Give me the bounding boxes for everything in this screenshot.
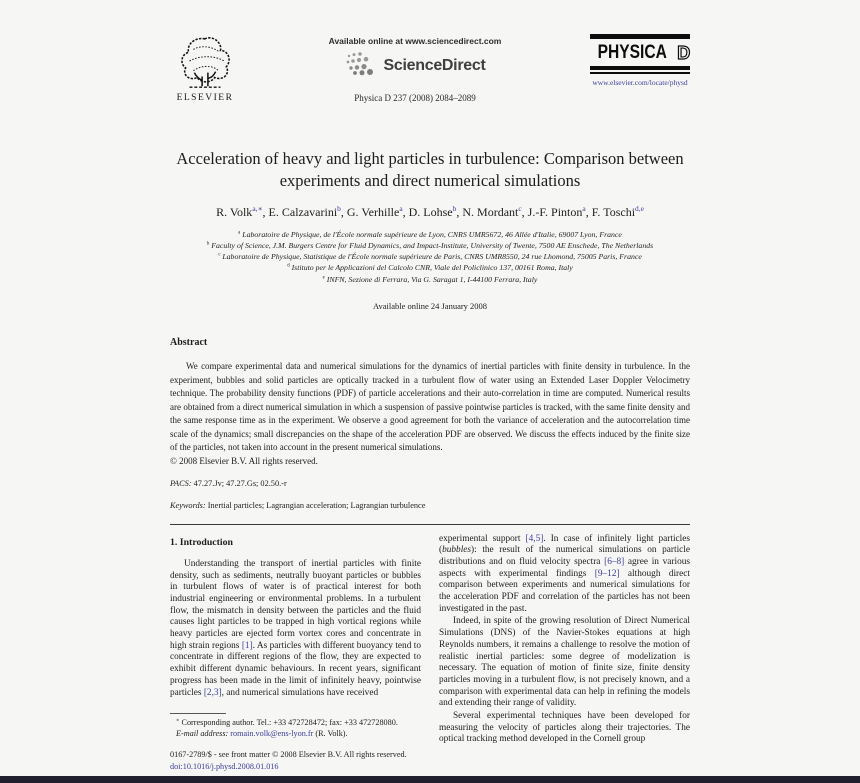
- issn-line: 0167-2789/$ - see front matter © 2008 Elsevier B.V. All rights reserved.: [170, 750, 407, 760]
- text-segment: . As particles with different buoyancy tend to concentrate in different regions of the flow, they are expected to exhibit different dynamic behaviours. In recent years, significant progress has been made in the limit of infinitely heavy, pointwise particles: [170, 640, 421, 698]
- affiliation-marker: e: [322, 275, 325, 281]
- affiliation-marker: d: [287, 263, 290, 269]
- sciencedirect-dots-icon: [345, 50, 379, 81]
- ref-2-3[interactable]: [2,3]: [203, 687, 222, 698]
- citation-link[interactable]: c: [518, 203, 522, 213]
- affiliation-text: Istituto per le Applicazioni del Calcolo CNR, Viale del Policlinico 137, 00161 Roma, Italy: [291, 263, 573, 273]
- affiliation-b: [170, 240, 690, 251]
- journal-citation: Physica D 237 (2008) 2084–2089: [354, 93, 476, 103]
- text-segment: E-mail address:: [176, 729, 229, 739]
- abstract-heading: Abstract: [170, 337, 208, 349]
- pacs-line: [170, 479, 690, 488]
- left-column: [170, 534, 421, 773]
- right-column: [439, 534, 690, 773]
- footnote-block: [170, 713, 421, 739]
- text-segment: Corresponding author. Tel.: +33 472728472; fax: +33 472728080.: [179, 718, 398, 728]
- author-list: [170, 205, 690, 220]
- intro-paragraph-3: [439, 616, 690, 710]
- introduction-heading: 1. Introduction: [170, 536, 233, 548]
- intro-paragraph-2: [439, 534, 690, 616]
- physica-logo: [590, 34, 690, 87]
- text-segment: , G. Verhille: [340, 204, 400, 219]
- affiliation-text: Laboratoire de Physique, Statistique de l'École normale supérieure de Paris, CNRS UMR8550, 24 rue Lhomond, 75005 Paris, France: [222, 252, 642, 262]
- affiliation-marker: b: [206, 241, 210, 247]
- affiliation-marker: c: [218, 252, 221, 258]
- available-online-date: Available online 24 January 2008: [372, 301, 488, 312]
- citation-link[interactable]: a,∗: [252, 203, 263, 213]
- email-line: [170, 728, 421, 739]
- text-segment: (R. Volk).: [313, 729, 348, 739]
- physica-wordmark: PHYSICA: [597, 42, 667, 63]
- text-segment: ): the result of the numerical simulations on particle distributions and on fluid velocity spectra: [439, 545, 690, 567]
- email-link[interactable]: romain.volk@ens-lyon.fr: [230, 729, 314, 739]
- journal-header: [170, 34, 690, 124]
- text-segment: ∗: [176, 717, 180, 724]
- section-divider: [170, 524, 690, 525]
- text-segment: Understanding the transport of inertial particles with finite density, such as sediments, neutrally buoyant particles or bubbles in turbulent flows of water is of practical interest for both industrial engineering or environmental problems. In a turbulent flow, the mismatch in density between the particles and the fluid causes light particles to be trapped in high vortical regions while heavy particles are ejected form vortex cores and concentrate in high strain regions: [170, 558, 421, 651]
- elsevier-logo-label: ELSEVIER: [176, 93, 234, 103]
- affiliation-text: Faculty of Science, J.M. Burgers Centre for Fluid Dynamics, and Impact-Institute, University of Twente, 7500 AE Enschede, The Netherlands: [211, 240, 654, 250]
- physica-letter-d: D: [677, 42, 691, 63]
- abstract-text: We compare experimental data and numerical simulations for the dynamics of inertial particles with finite density in turbulence. In the experiment, bubbles and solid particles are optically tracked in a turbulent flow of water using an Extended Laser Doppler Velocimetry technique. The probability density functions (PDF) of particle accelerations and their auto-correlation in time are computed. Numerical results are obtained from a direct numerical simulation in which a suspension of passive pointwise particles is tracked, with the same finite density and the same response time as in the experiment. We observe a good agreement for both the variance of acceleration and the autocorrelation time scale of the dynamics; small discrepancies on the shape of the acceleration PDF are observed. We discuss the effects induced by the finite size of the particles, not taken into account in the present numerical simulations.: [170, 361, 690, 453]
- keywords-value: Inertial particles; Lagrangian acceleration; Lagrangian turbulence: [207, 500, 426, 510]
- page-bottom-bar: [0, 776, 860, 783]
- text-segment: , E. Calzavarini: [262, 204, 338, 219]
- text-segment: , J.-F. Pinton: [521, 204, 583, 219]
- affiliation-a: [170, 229, 690, 240]
- elsevier-locate-link[interactable]: www.elsevier.com/locate/physd: [592, 77, 688, 87]
- text-segment: R. Volk: [216, 204, 253, 219]
- pacs-value: 47.27.Jv; 47.27.Gs; 02.50.-r: [193, 478, 287, 488]
- elsevier-tree-icon: [170, 34, 240, 92]
- elsevier-logo: [170, 34, 240, 103]
- text-segment: agree in various aspects with experimental findings: [439, 556, 690, 579]
- doi-link[interactable]: doi:10.1016/j.physd.2008.01.016: [170, 761, 279, 771]
- citation-link[interactable]: d,e: [635, 203, 644, 213]
- text-segment: bubbles: [442, 545, 472, 556]
- affiliations: [170, 229, 690, 285]
- physica-logo-bottom-bar: [590, 66, 690, 70]
- header-center: [240, 34, 590, 103]
- text-segment: Indeed, in spite of the growing resolution of Direct Numerical Simulations (DNS) of the Navier-Stokes equations at high Reynolds numbers, it remains a challenge to resolve the motion of realistic inertial particles: some degree of modelization is necessary. The equation of motion of finite size, finite density particles moving in a turbulent flow, is not precisely known, and a comparison with experimental data can help in refining the models and extending their range of validity.: [439, 616, 690, 709]
- footnote-rule: [170, 713, 226, 714]
- article-body: [170, 534, 690, 773]
- citation-link[interactable]: a: [582, 203, 586, 213]
- text-segment: , N. Mordant: [456, 204, 519, 219]
- affiliation-marker: a: [238, 229, 241, 235]
- text-segment: , D. Lohse: [402, 204, 453, 219]
- text-segment: Several experimental techniques have been developed for measuring the velocity of particles along their trajectories. The optical tracking method developed in the Cornell group: [439, 711, 690, 745]
- affiliation-e: [170, 274, 690, 285]
- affiliation-text: Laboratoire de Physique, de l'École normale supérieure de Lyon, CNRS UMR5672, 46 Allée d'Italie, 69007 Lyon, France: [242, 229, 622, 239]
- physica-logo-rule: [590, 72, 690, 74]
- keywords-line: [170, 501, 690, 510]
- affiliation-c: [170, 251, 690, 262]
- ref-4-5[interactable]: [4,5]: [525, 533, 544, 544]
- ref-6-8[interactable]: [6–8]: [604, 556, 625, 567]
- text-segment: , F. Toschi: [585, 204, 636, 219]
- citation-link[interactable]: b: [452, 203, 457, 213]
- sciencedirect-wordmark: ScienceDirect: [383, 56, 486, 74]
- intro-paragraph-1: [170, 559, 421, 699]
- text-segment: . In case of infinitely light particles (: [439, 533, 690, 556]
- affiliation-d: [170, 262, 690, 273]
- citation-link[interactable]: a: [399, 203, 403, 213]
- pacs-label: PACS:: [170, 478, 192, 488]
- ref-1[interactable]: [1]: [241, 640, 253, 651]
- text-segment: , and numerical simulations have received: [221, 687, 379, 698]
- imprint-footer: [170, 749, 421, 772]
- available-online-text: Available online at www.sciencedirect.com: [328, 36, 502, 46]
- citation-link[interactable]: b: [337, 203, 341, 213]
- copyright-line: © 2008 Elsevier B.V. All rights reserved.: [170, 455, 318, 466]
- article-title: Acceleration of heavy and light particles in turbulence: Comparison between experiments and direct numerical simulations: [176, 149, 684, 190]
- corresponding-author-note: [170, 717, 421, 728]
- text-segment: although direct comparison between experiments and numerical simulations for the acceleration PDF and correlation of the particles has not been investigated in the past.: [439, 568, 690, 614]
- text-segment: experimental support: [439, 533, 526, 544]
- keywords-label: Keywords:: [170, 500, 206, 510]
- ref-9-12[interactable]: [9–12]: [594, 568, 620, 579]
- intro-paragraph-4: [439, 711, 690, 746]
- affiliation-text: INFN, Sezione di Ferrara, Via G. Saragat 1, I-44100 Ferrara, Italy: [326, 274, 538, 284]
